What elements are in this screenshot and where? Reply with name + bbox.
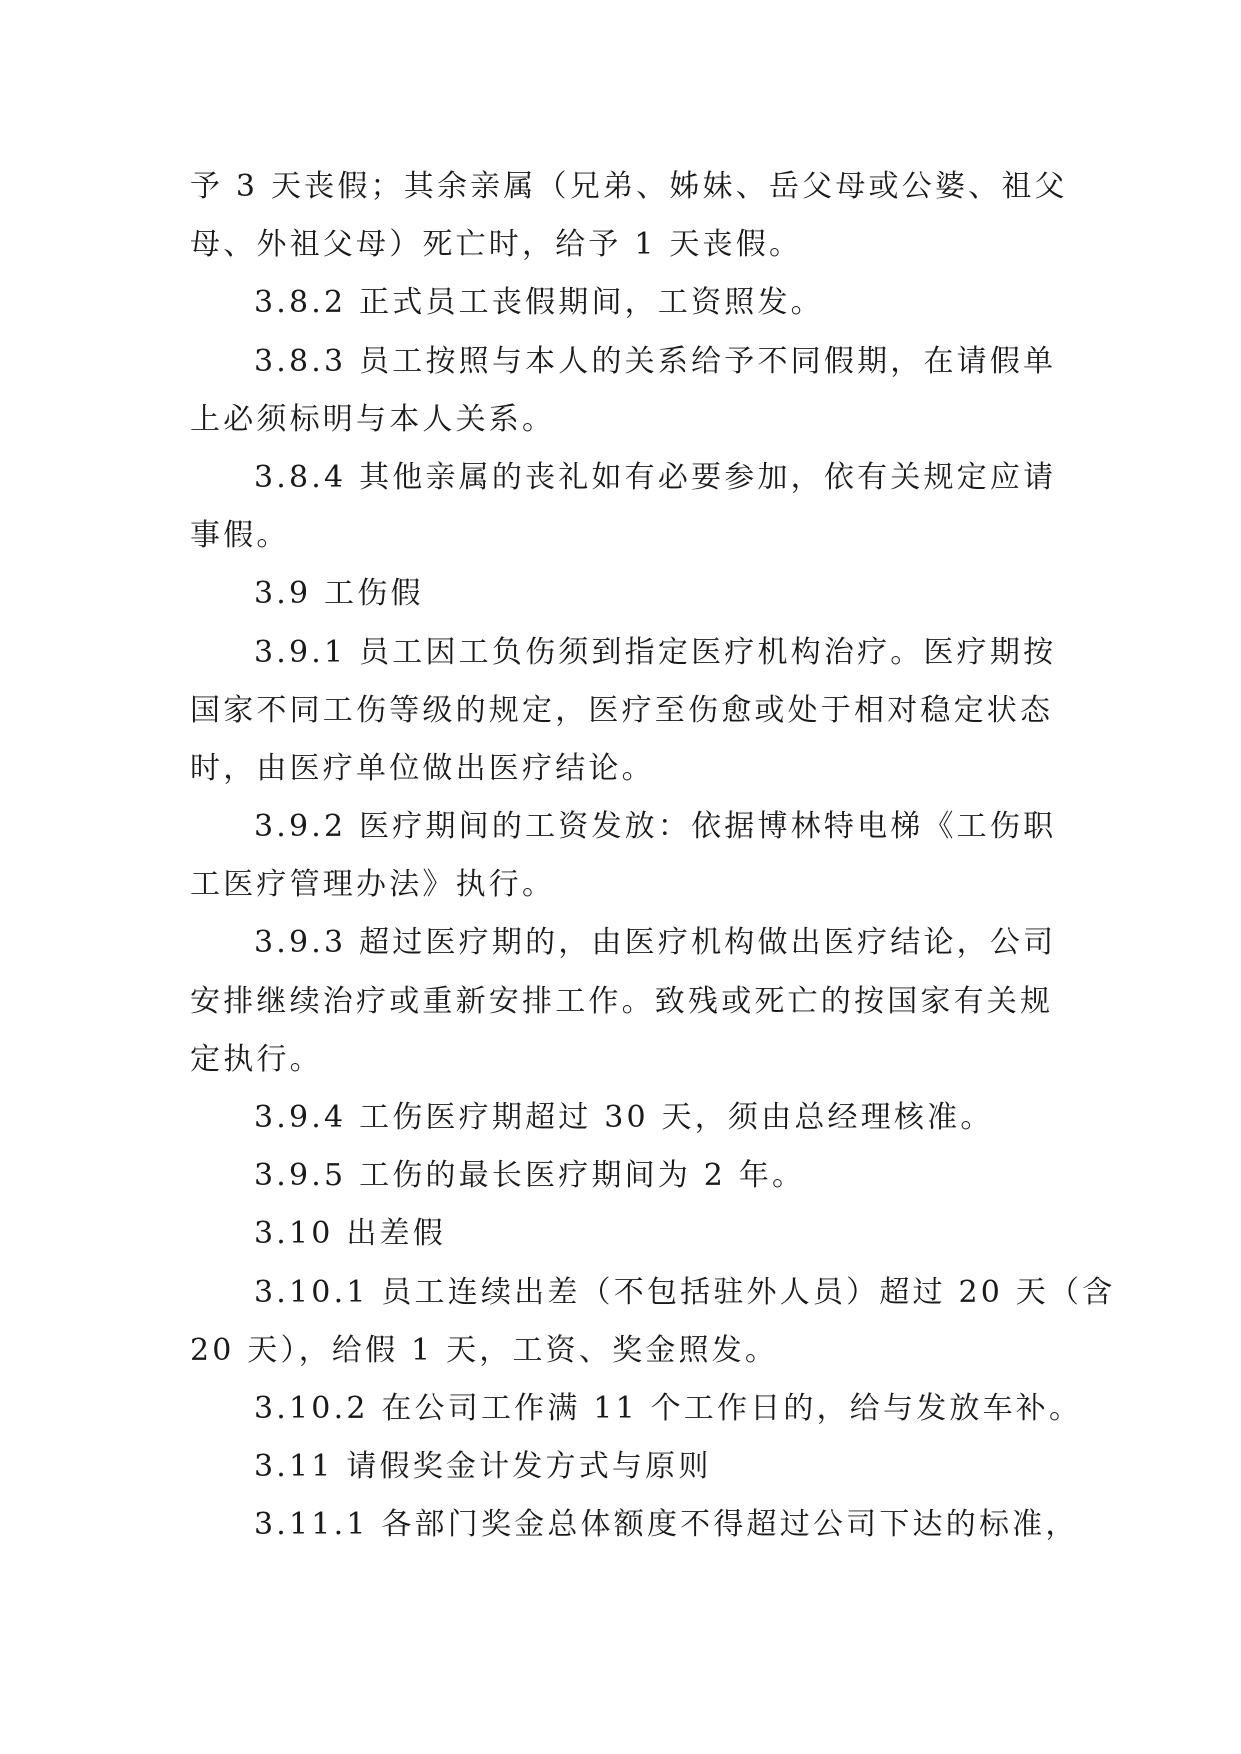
clause-3-9-4: 3.9.4 工伤医疗期超过 30 天，须由总经理核准。 [254, 1100, 994, 1135]
clause-3-8-4: 3.8.4 其他亲属的丧礼如有必要参加，依有关规定应请 [254, 459, 1057, 495]
text-line: 事假。 [190, 518, 290, 554]
clause-3-11-1: 3.11.1 各部门奖金总体额度不得超过公司下达的标准， [254, 1507, 1079, 1543]
text-line: 母、外祖父母）死亡时，给予 1 天丧假。 [190, 227, 803, 263]
section-heading-3-10: 3.10 出差假 [254, 1216, 446, 1252]
clause-3-9-2: 3.9.2 医疗期间的工资发放：依据博林特电梯《工伤职 [254, 809, 1057, 845]
text-line: 上必须标明与本人关系。 [190, 401, 556, 437]
text-line: 安排继续治疗或重新安排工作。致残或死亡的按国家有关规 [190, 983, 1054, 1019]
text-line: 予 3 天丧假；其余亲属（兄弟、姊妹、岳父母或公婆、祖父 [190, 169, 1068, 204]
clause-3-8-3: 3.8.3 员工按照与本人的关系给予不同假期，在请假单 [254, 343, 1057, 379]
clause-3-9-3: 3.9.3 超过医疗期的，由医疗机构做出医疗结论，公司 [254, 925, 1057, 961]
section-heading-3-9: 3.9 工伤假 [254, 576, 424, 612]
text-line: 20 天），给假 1 天，工资、奖金照发。 [190, 1332, 779, 1368]
text-line: 国家不同工伤等级的规定，医疗至伤愈或处于相对稳定状态 [190, 692, 1054, 728]
clause-3-8-2: 3.8.2 正式员工丧假期间，工资照发。 [254, 285, 824, 321]
text-line: 定执行。 [190, 1041, 323, 1077]
clause-3-9-1: 3.9.1 员工因工负伤须到指定医疗机构治疗。医疗期按 [254, 634, 1057, 670]
text-line: 工医疗管理办法》执行。 [190, 867, 556, 903]
clause-3-10-2: 3.10.2 在公司工作满 11 个工作日的，给与发放车补。 [254, 1390, 1083, 1426]
clause-3-10-1: 3.10.1 员工连续出差（不包括驻外人员）超过 20 天（含 [254, 1274, 1116, 1310]
document-body [190, 158, 1116, 1555]
text-line: 时，由医疗单位做出医疗结论。 [190, 750, 655, 786]
section-heading-3-11: 3.11 请假奖金计发方式与原则 [254, 1449, 712, 1485]
clause-3-9-5: 3.9.5 工伤的最长医疗期间为 2 年。 [254, 1158, 806, 1194]
